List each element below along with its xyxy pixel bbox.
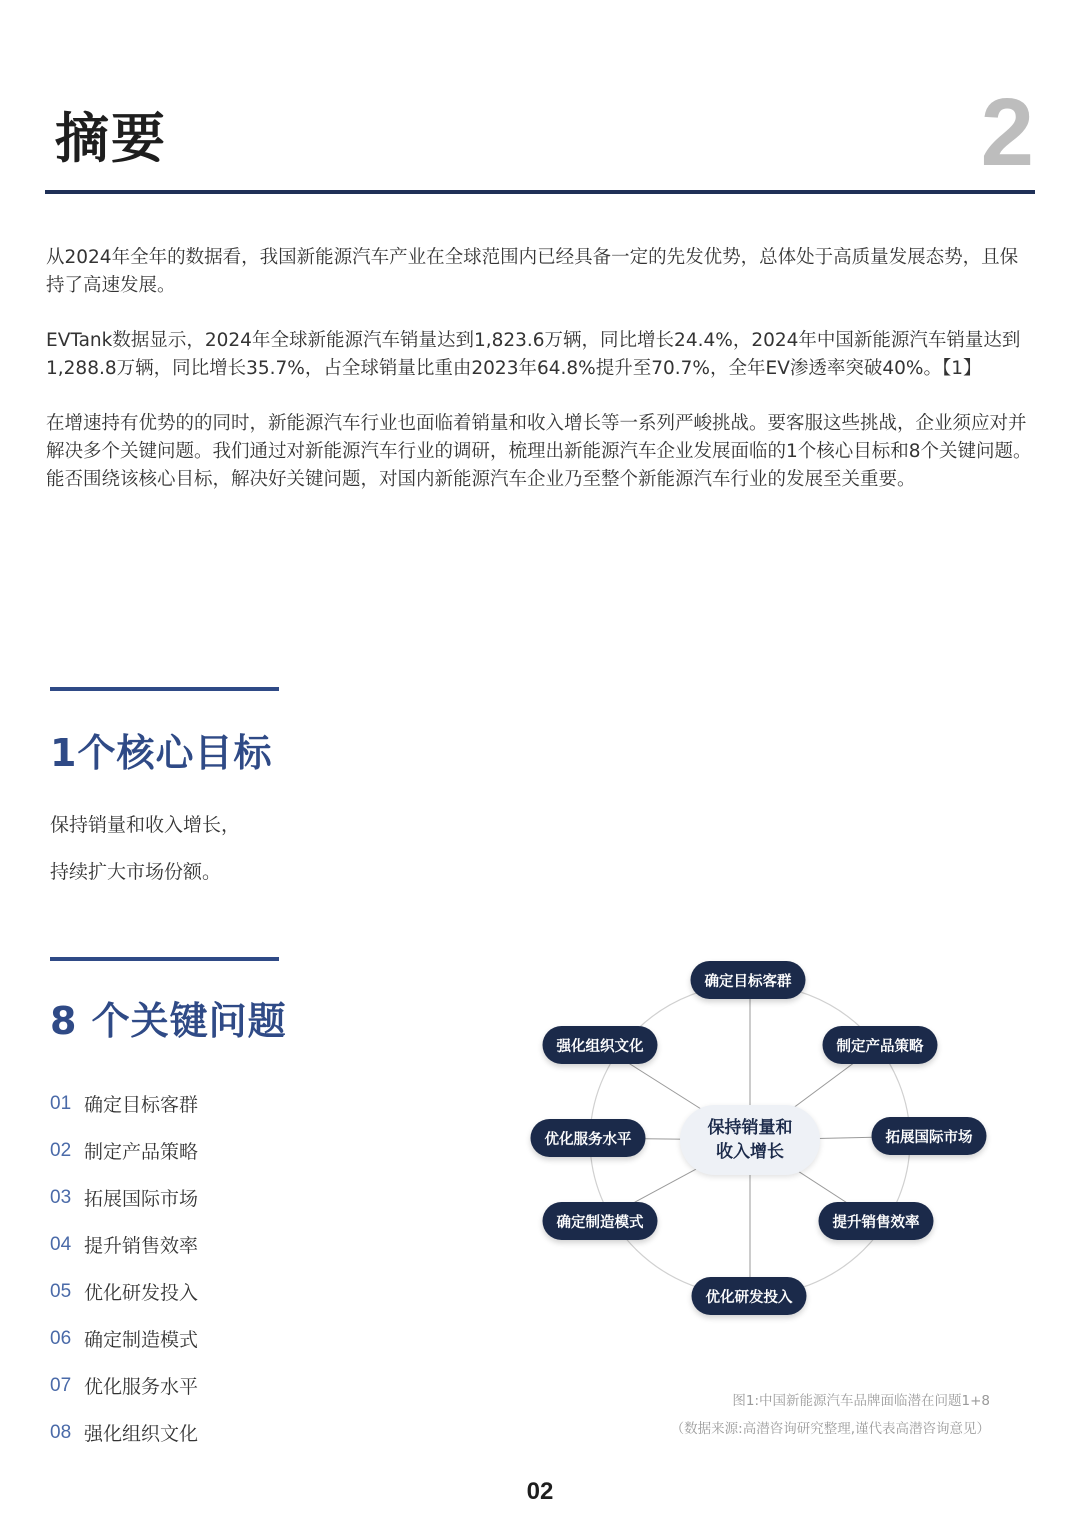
issue-number: 03: [50, 1186, 72, 1208]
list-item: [50, 1080, 198, 1127]
diagram-node-product-strategy: 制定产品策略: [823, 1026, 938, 1064]
list-item: [50, 1409, 198, 1456]
title-divider: [45, 190, 1035, 194]
issue-label: 拓展国际市场: [84, 1188, 199, 1210]
diagram-node-target-customers: 确定目标客群: [691, 961, 806, 999]
issue-number: 04: [50, 1233, 72, 1255]
list-item: [50, 1268, 198, 1315]
page-title: 摘要: [55, 107, 167, 170]
list-item: [50, 1362, 198, 1409]
issue-number: 01: [50, 1092, 72, 1114]
key-issues-divider: [50, 957, 279, 961]
core-goal-line-1: 保持销量和收入增长，: [50, 814, 241, 836]
issue-label: 优化服务水平: [84, 1376, 199, 1398]
key-issues-list: [50, 1080, 198, 1456]
core-goal-line-2: 持续扩大市场份额。: [50, 861, 222, 883]
issue-number: 08: [50, 1421, 72, 1443]
issue-label: 提升销售效率: [84, 1235, 199, 1257]
core-goal-title: 1个核心目标: [50, 731, 273, 775]
page-number: 02: [526, 1478, 554, 1505]
list-item: [50, 1221, 198, 1268]
summary-paragraph-2: EVTank数据显示，2024年全球新能源汽车销量达到1,823.6万辆，同比增长24.4%，2024年中国新能源汽车销量达到1,288.8万辆，同比增长35.7%，占全球销量比重由2023年64.8%提升至70.7%，全年EV渗透率突破40%。【1】: [46, 330, 1021, 379]
summary-paragraph-3: 在增速持有优势的的同时，新能源汽车行业也面临着销量和收入增长等一系列严峻挑战。要客服这些挑战，企业须应对并解决多个关键问题。我们通过对新能源汽车行业的调研，梳理出新能源汽车企业发展面临的1个核心目标和8个关键问题。能否围绕该核心目标，解决好关键问题，对国内新能源汽车企业乃至整个新能源汽车行业的发展至关重要。: [46, 413, 1032, 490]
list-item: [50, 1174, 198, 1221]
core-goal-divider: [50, 687, 279, 691]
issue-number: 05: [50, 1280, 72, 1302]
issue-label: 确定目标客群: [84, 1094, 199, 1116]
issue-number: 06: [50, 1327, 72, 1349]
issue-number: 07: [50, 1374, 72, 1396]
key-issues-diagram: [520, 950, 1010, 1320]
summary-paragraph-1: 从2024年全年的数据看，我国新能源汽车产业在全球范围内已经具备一定的先发优势，总体处于高质量发展态势，且保持了高速发展。: [46, 247, 1019, 296]
diagram-center-goal: [680, 1105, 820, 1175]
section-number: 2: [980, 79, 1034, 186]
list-item: [50, 1127, 198, 1174]
list-item: [50, 1315, 198, 1362]
diagram-node-rd-investment: 优化研发投入: [692, 1277, 807, 1315]
diagram-center-line-2: 收入增长: [716, 1142, 784, 1162]
diagram-node-sales-efficiency: 提升销售效率: [819, 1202, 934, 1240]
issue-label: 强化组织文化: [84, 1423, 199, 1445]
issue-label: 优化研发投入: [84, 1282, 199, 1304]
issue-number: 02: [50, 1139, 72, 1161]
issue-label: 确定制造模式: [84, 1329, 199, 1351]
figure-source-note: （数据来源:高潜咨询研究整理,谨代表高潜咨询意见）: [670, 1421, 990, 1437]
diagram-node-org-culture: 强化组织文化: [543, 1026, 658, 1064]
diagram-node-service-level: 优化服务水平: [531, 1119, 646, 1157]
diagram-node-international-market: 拓展国际市场: [872, 1117, 987, 1155]
diagram-center-line-1: 保持销量和: [707, 1118, 793, 1138]
figure-caption: 图1:中国新能源汽车品牌面临潜在问题1+8: [732, 1393, 990, 1409]
issue-label: 制定产品策略: [84, 1141, 199, 1163]
diagram-node-manufacturing-mode: 确定制造模式: [543, 1202, 658, 1240]
key-issues-title: 8 个关键问题: [50, 999, 287, 1043]
